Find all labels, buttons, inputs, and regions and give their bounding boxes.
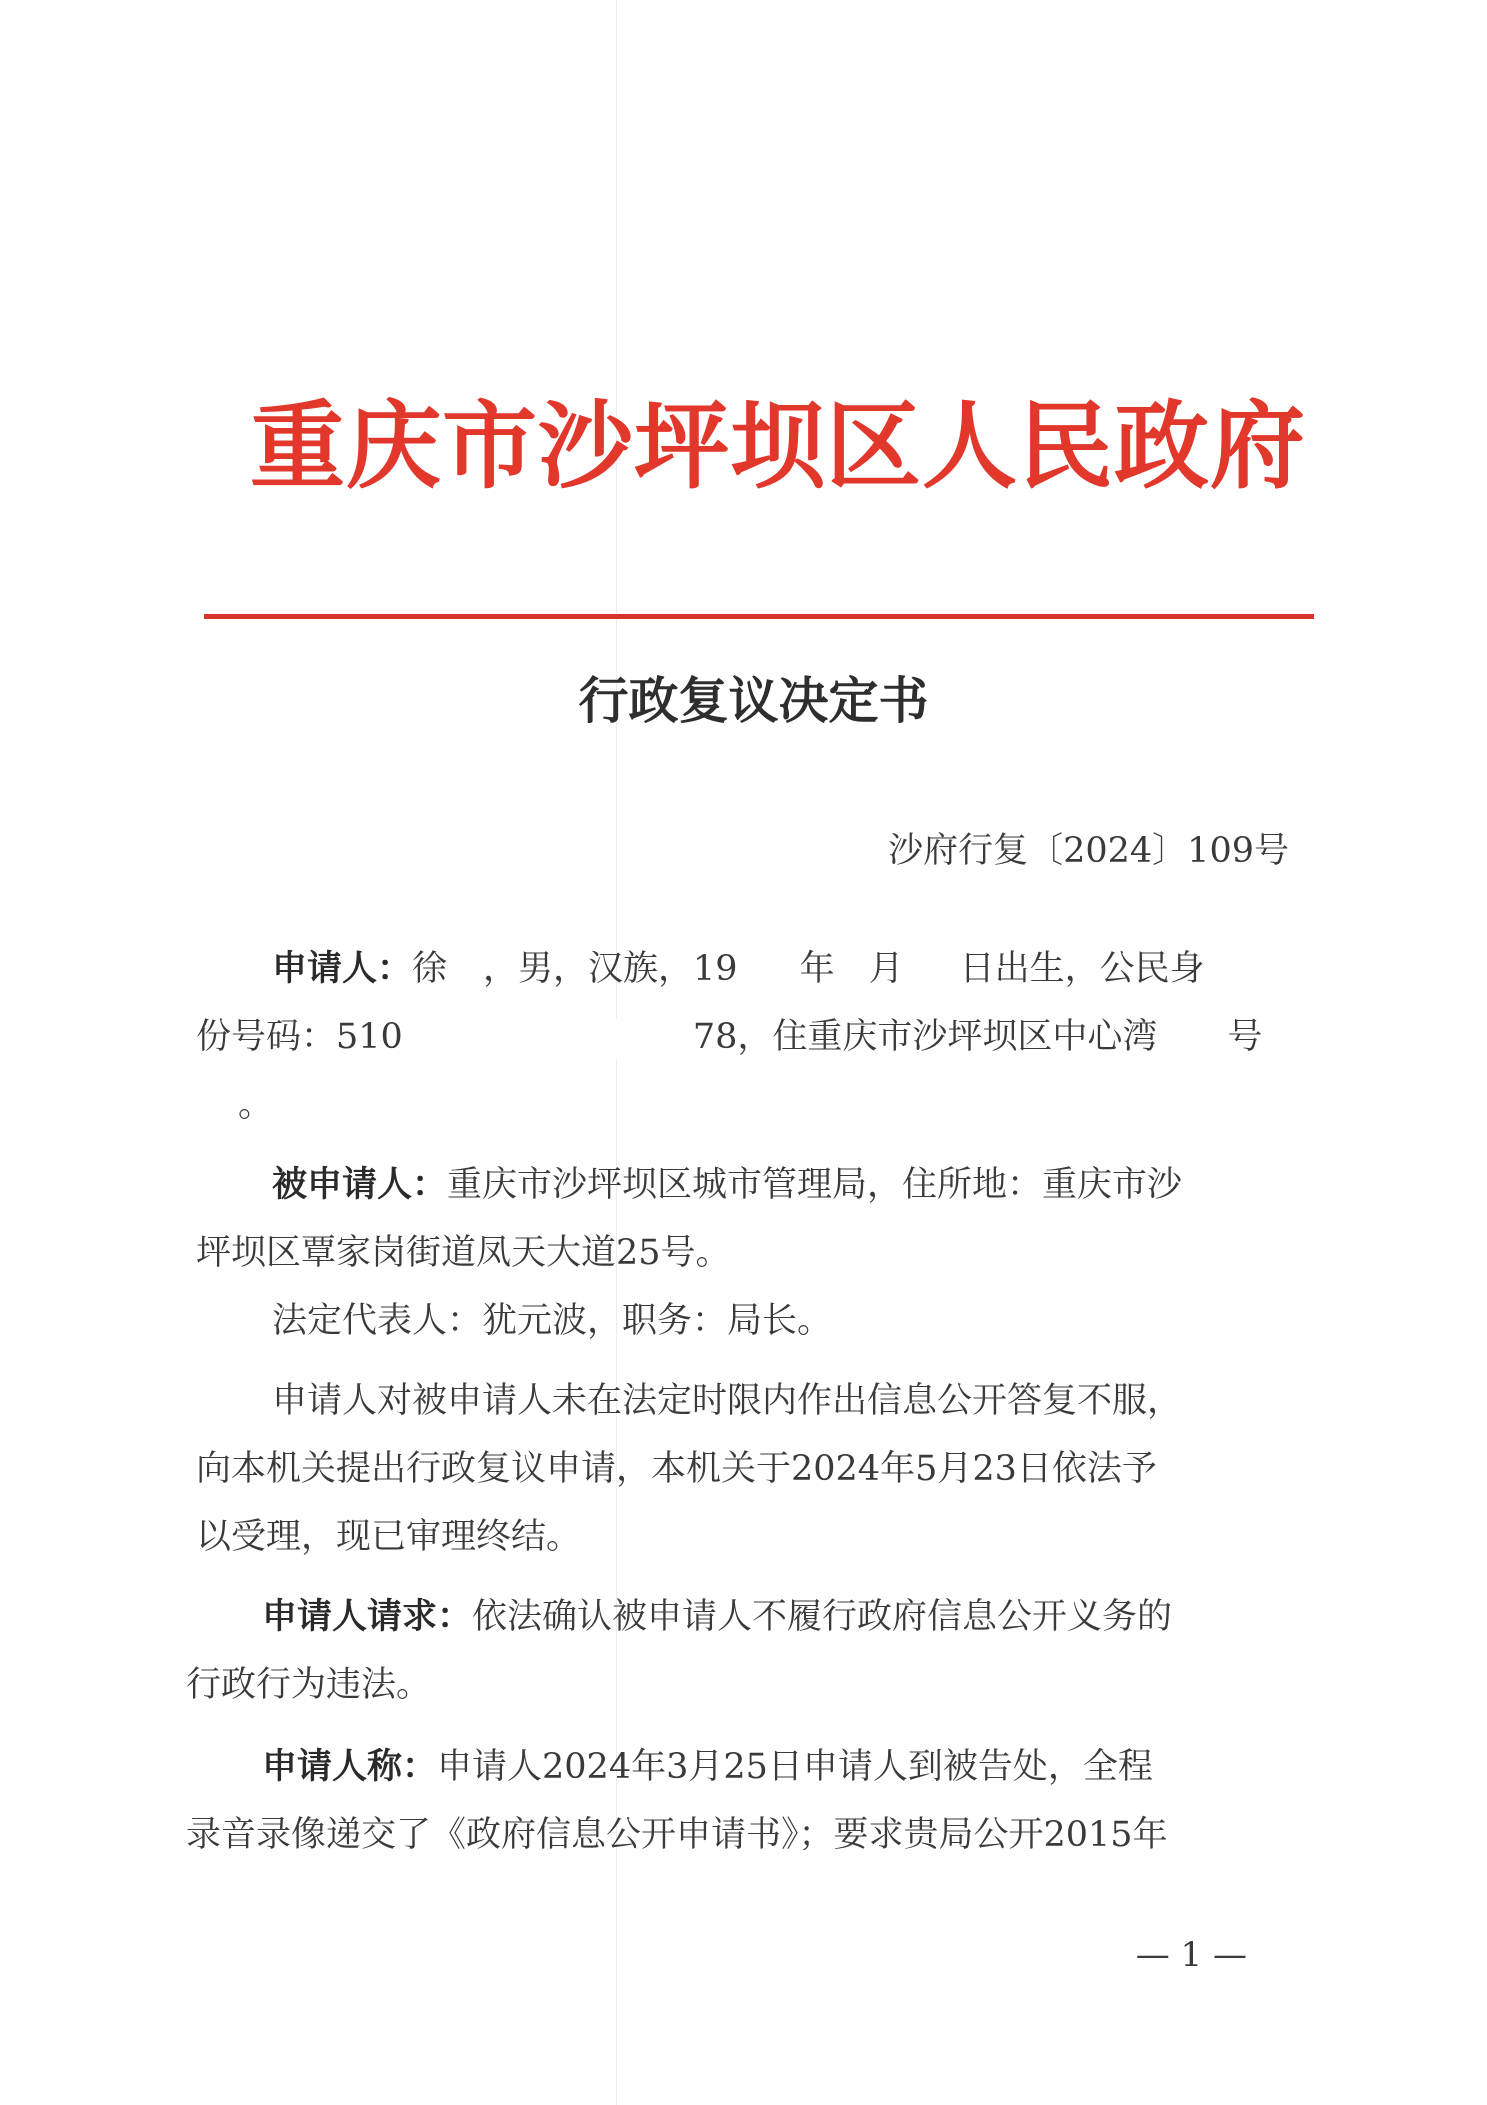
issuing-authority-title: 重庆市沙坪坝区人民政府 bbox=[250, 391, 1307, 502]
case-intro-line-2: 向本机关提出行政复议申请，本机关于2024年5月23日依法予 bbox=[196, 1449, 1157, 1489]
document-title: 行政复议决定书 bbox=[578, 671, 929, 730]
case-intro-line-3: 以受理，现已审理终结。 bbox=[196, 1517, 582, 1557]
redaction-block bbox=[196, 1087, 238, 1127]
request-label: 申请人请求： bbox=[262, 1596, 473, 1637]
case-intro-line-1: 申请人对被申请人未在法定时限内作出信息公开答复不服， bbox=[272, 1381, 1183, 1421]
applicant-line-3: 。 bbox=[196, 1080, 273, 1130]
applicant-line-2: 份号码：510 78，住重庆市沙坪坝区中心湾 号 bbox=[196, 1017, 1263, 1057]
applicant-label: 申请人： bbox=[272, 948, 413, 989]
request-line-1: 申请人请求：依法确认被申请人不履行政府信息公开义务的 bbox=[262, 1596, 1173, 1637]
statement-line-2: 录音录像递交了《政府信息公开申请书》；要求贵局公开2015年 bbox=[186, 1815, 1168, 1855]
respondent-line-1: 被申请人：重庆市沙坪坝区城市管理局，住所地：重庆市沙 bbox=[272, 1164, 1183, 1205]
applicant-line-1: 申请人：徐 ，男，汉族，19 年 月 日出生，公民身 bbox=[272, 948, 1205, 989]
redaction-block bbox=[1157, 1019, 1227, 1059]
redaction-block bbox=[835, 951, 869, 991]
red-separator-rule bbox=[204, 614, 1314, 619]
legal-representative-line: 法定代表人：犹元波，职务：局长。 bbox=[272, 1301, 833, 1341]
respondent-line-2: 坪坝区覃家岗街道凤天大道25号。 bbox=[196, 1233, 731, 1273]
page-number: — 1 — bbox=[1135, 1935, 1247, 1975]
redaction-block bbox=[403, 1019, 693, 1059]
redaction-block bbox=[738, 951, 800, 991]
statement-label: 申请人称： bbox=[262, 1746, 438, 1787]
redaction-block bbox=[447, 951, 483, 991]
request-line-2: 行政行为违法。 bbox=[186, 1665, 432, 1705]
document-number: 沙府行复〔2024〕109号 bbox=[888, 831, 1289, 871]
statement-line-1: 申请人称：申请人2024年3月25日申请人到被告处，全程 bbox=[262, 1746, 1153, 1787]
redaction-block bbox=[904, 951, 960, 991]
respondent-label: 被申请人： bbox=[272, 1164, 448, 1205]
